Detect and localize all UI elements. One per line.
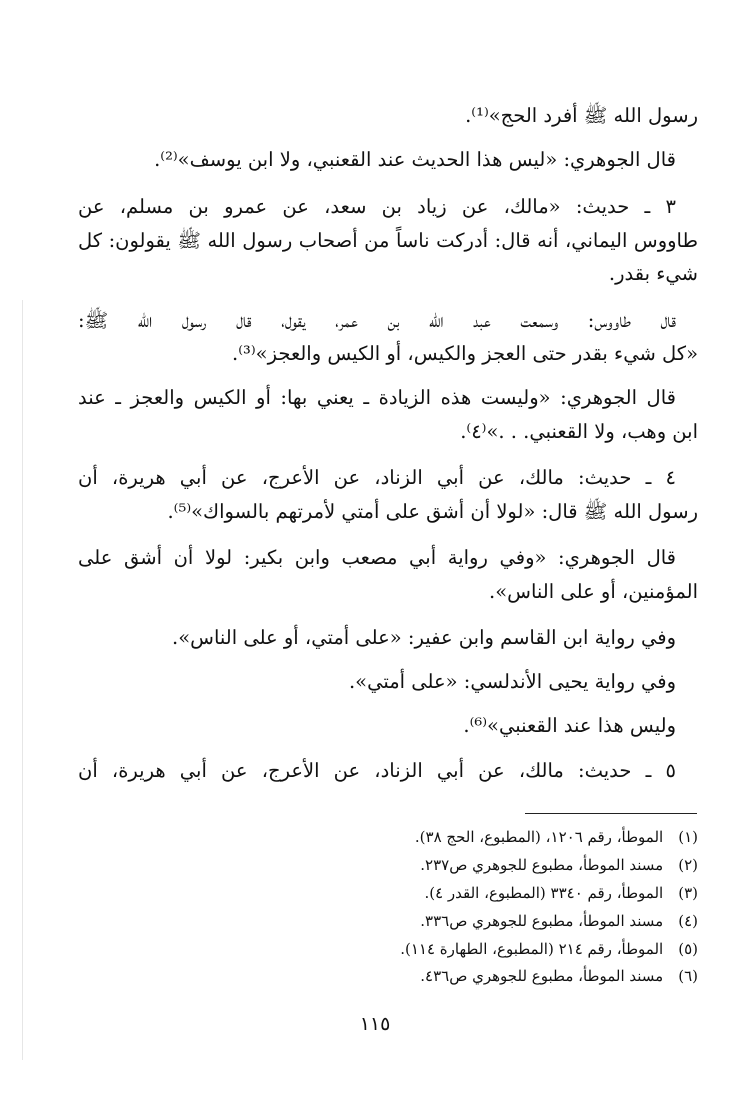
footnote-number: (١) (678, 828, 698, 846)
page-edge-shadow (22, 300, 23, 1060)
footnote-number: (٢) (678, 856, 698, 874)
text-line: وفي رواية يحيى الأندلسي: «على أمتي». (348, 670, 676, 693)
footnote-number: (٥) (678, 940, 698, 958)
footnote-separator (525, 813, 697, 814)
text-line: وليس هذا عند القعنبي»⁽⁶⁾. (463, 714, 676, 737)
text-line: قال الجوهري: «وفي رواية أبي مصعب وابن بكير: لولا أن أشق على (78, 546, 676, 569)
footnote (300, 910, 698, 932)
text-line: «كل شيء بقدر حتى العجز والكيس، أو الكيس والعجز»⁽³⁾. (232, 342, 698, 365)
footnote-text: الموطأ، رقم ١٢٠٦، (المطبوع، الحج ٣٨). (414, 828, 664, 846)
text-line: قال الجوهري: «ليس هذا الحديث عند القعنبي، ولا ابن يوسف»⁽²⁾. (154, 148, 676, 171)
footnote-number: (٣) (678, 884, 698, 902)
text-line: قال الجوهري: «وليست هذه الزيادة ـ يعني بها: أو الكيس والعجز ـ عند (78, 386, 676, 409)
text-line: قال طاووس: وسمعت عبد الله بن عمر، يقول، قال رسول الله ﷺ: (78, 309, 676, 332)
footnote-text: الموطأ، رقم ٢١٤ (المطبوع، الطهارة ١١٤). (400, 940, 664, 958)
text-line: ٣ ـ حديث: «مالك، عن زياد بن سعد، عن عمرو بن مسلم، عن (78, 195, 676, 218)
footnote-number: (٦) (678, 967, 698, 985)
footnote-text: الموطأ، رقم ٣٣٤٠ (المطبوع، القدر ٤). (424, 884, 664, 902)
footnote (300, 965, 698, 987)
footnote-text: مسند الموطأ، مطبوع للجوهري ص٤٣٦. (420, 967, 664, 985)
footnote (300, 826, 698, 848)
footnote (300, 854, 698, 876)
footnote-text: مسند الموطأ، مطبوع للجوهري ص٢٣٧. (420, 856, 664, 874)
text-line: وفي رواية ابن القاسم وابن عفير: «على أمتي، أو على الناس». (172, 626, 676, 649)
text-line: ابن وهب، ولا القعنبي. . .»⁽٤⁾. (460, 420, 698, 443)
footnote (300, 938, 698, 960)
text-line: رسول الله ﷺ أفرد الحج»⁽¹⁾. (465, 104, 698, 127)
text-line: شيء بقدر. (608, 262, 698, 285)
footnote-text: مسند الموطأ، مطبوع للجوهري ص٣٣٦. (420, 912, 664, 930)
footnote (300, 882, 698, 904)
text-line: طاووس اليماني، أنه قال: أدركت ناساً من أصحاب رسول الله ﷺ يقولون: كل (78, 229, 698, 252)
text-line: ٤ ـ حديث: مالك، عن أبي الزناد، عن الأعرج، عن أبي هريرة، أن (78, 466, 676, 489)
footnote-number: (٤) (678, 912, 698, 930)
text-line: ٥ ـ حديث: مالك، عن أبي الزناد، عن الأعرج، عن أبي هريرة، أن (78, 759, 676, 782)
text-line: المؤمنين، أو على الناس». (489, 580, 698, 603)
text-line: رسول الله ﷺ قال: «لولا أن أشق على أمتي لأمرتهم بالسواك»⁽⁵⁾. (167, 500, 698, 523)
page-number: ١١٥ (359, 1013, 391, 1035)
